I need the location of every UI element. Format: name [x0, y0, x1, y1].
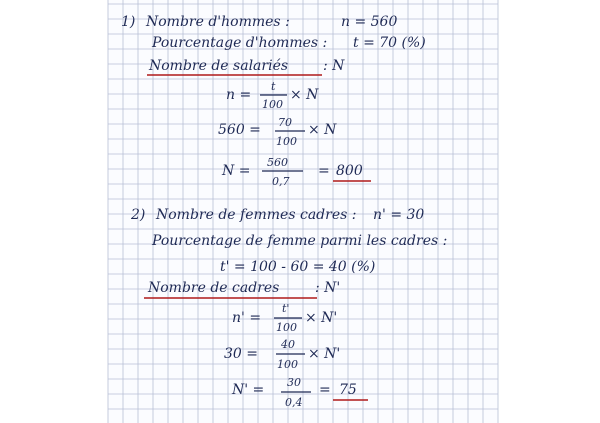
p1-f1-lhs: n = [226, 87, 252, 103]
p1-f2-denominator: 100 [276, 135, 297, 148]
part2-percent-expression: t' = 100 - 60 = 40 (%) [220, 259, 376, 275]
part2-managers-label: Nombre de cadres [148, 280, 280, 296]
p1-f1-denominator: 100 [262, 98, 283, 111]
part2-women-percent-label: Pourcentage de femme parmi les cadres : [152, 233, 448, 249]
p1-f3-numerator: 560 [267, 156, 288, 169]
part2-number: 2) [131, 207, 146, 223]
p2-f2-numerator: 40 [281, 338, 295, 351]
p1-f2-lhs: 560 = [218, 122, 261, 138]
part1-men-percent-label: Pourcentage d'hommes : [152, 35, 328, 51]
p2-f1-numerator: t' [282, 302, 290, 315]
p1-f3-equals: = [318, 163, 330, 179]
p1-f1-rhs: × N [290, 87, 319, 103]
p2-f3-denominator: 0,4 [285, 396, 303, 409]
part1-number: 1) [121, 14, 136, 30]
p2-f3-equals: = [319, 382, 331, 398]
p1-f3-result: 800 [336, 163, 363, 179]
p2-f3-result: 75 [339, 382, 357, 398]
part2-women-label: Nombre de femmes cadres : [156, 207, 357, 223]
p2-f2-rhs: × N' [308, 346, 341, 362]
p2-f1-lhs: n' = [232, 310, 262, 326]
part1-men-percent-value: t = 70 (%) [353, 35, 426, 51]
p2-f3-numerator: 30 [287, 376, 301, 389]
p2-f2-denominator: 100 [277, 358, 298, 371]
p1-f2-rhs: × N [308, 122, 337, 138]
part1-employees-label: Nombre de salariés [149, 58, 289, 74]
part2-women-value: n' = 30 [373, 207, 425, 223]
part1-men-count-value: n = 560 [341, 14, 398, 30]
p2-f3-lhs: N' = [232, 382, 265, 398]
part2-managers-suffix: : N' [315, 280, 341, 296]
p1-f3-lhs: N = [222, 163, 251, 179]
p1-f2-numerator: 70 [278, 116, 292, 129]
p1-f1-numerator: t [271, 80, 276, 93]
p2-f2-lhs: 30 = [224, 346, 258, 362]
part1-employees-suffix: : N [323, 58, 345, 74]
p1-f3-denominator: 0,7 [272, 175, 290, 188]
p2-f1-rhs: × N' [305, 310, 338, 326]
part1-men-count-label: Nombre d'hommes : [146, 14, 290, 30]
p2-f1-denominator: 100 [276, 321, 297, 334]
